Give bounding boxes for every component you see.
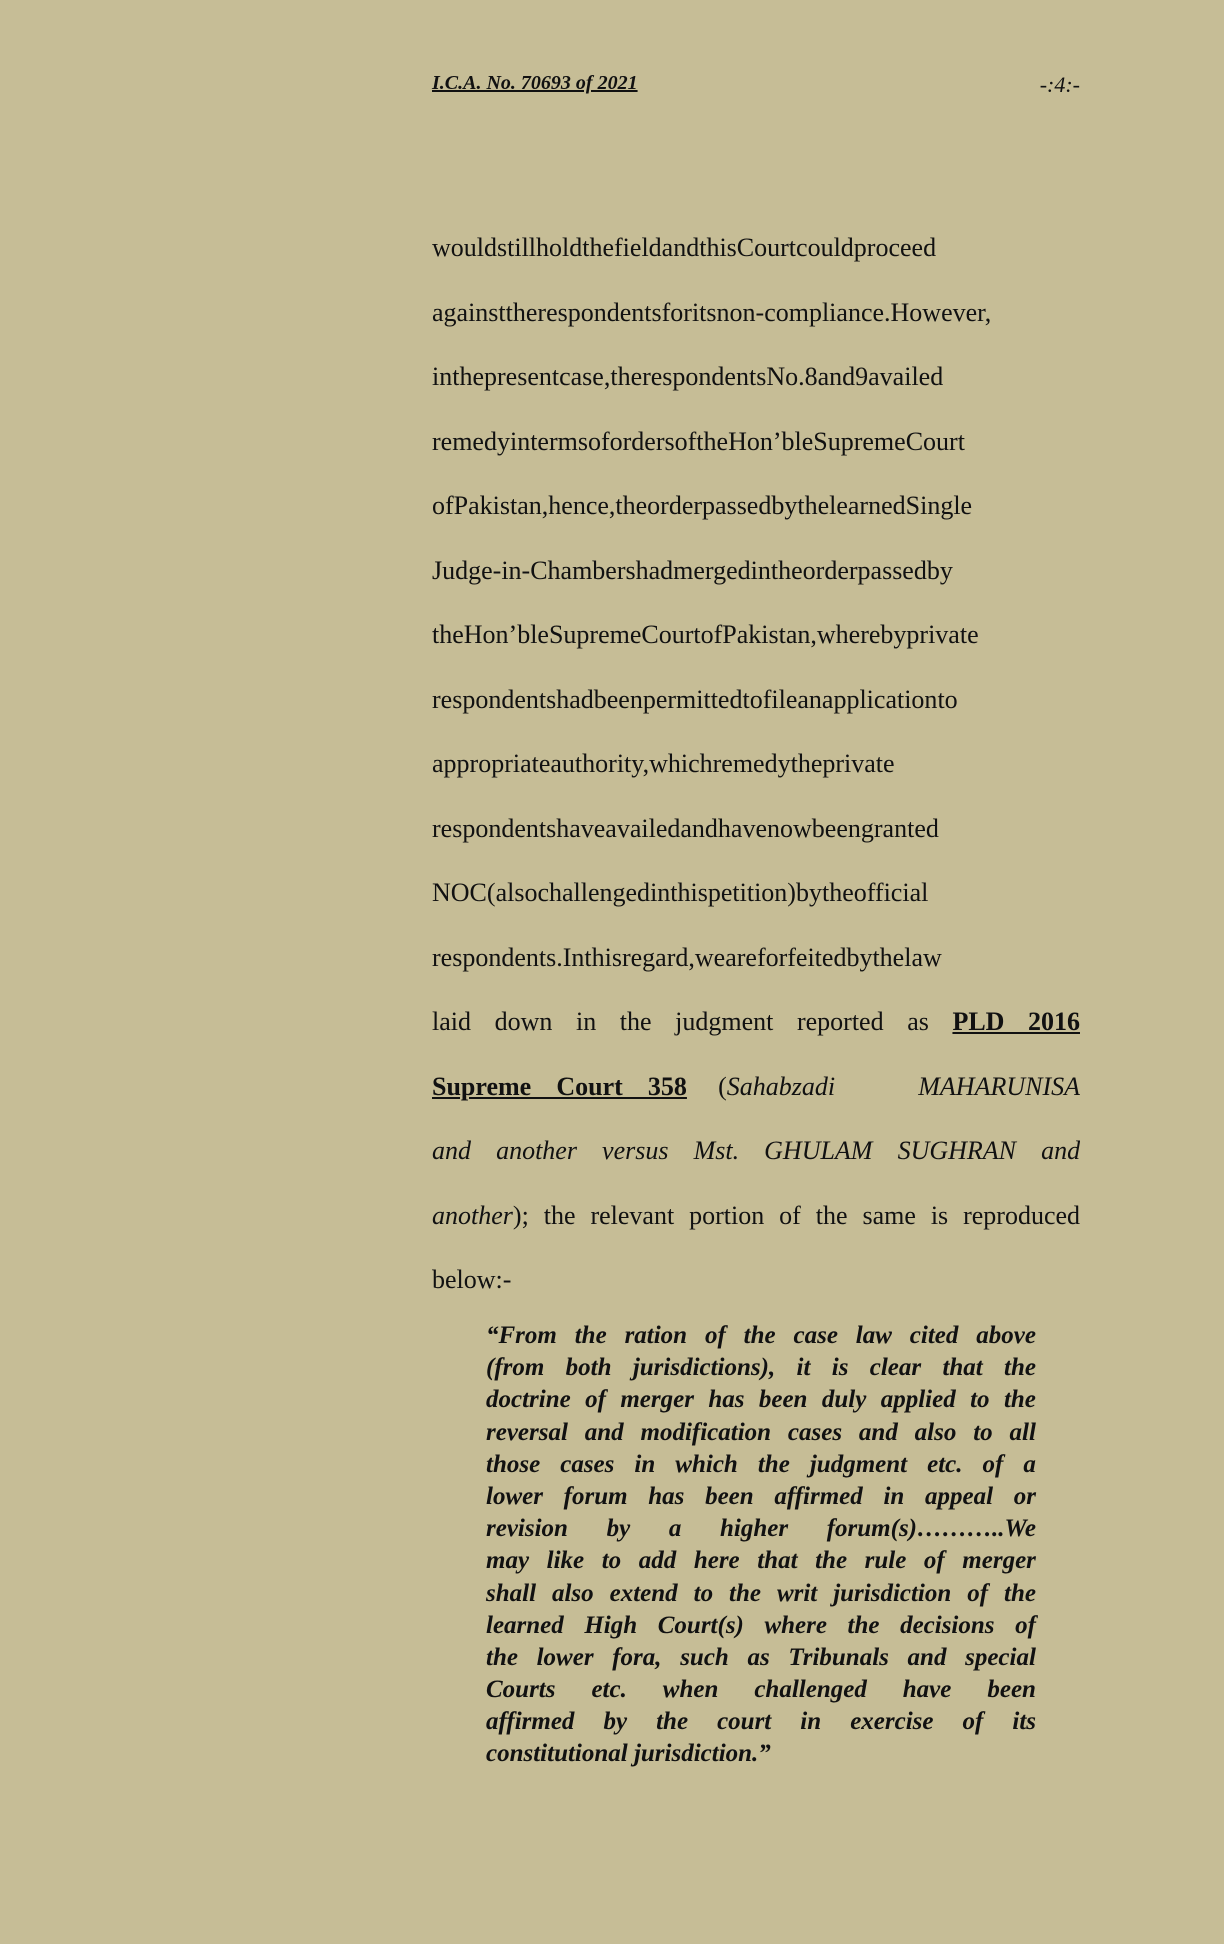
word: and bbox=[817, 362, 856, 391]
word: down bbox=[494, 1007, 553, 1036]
word: relevant bbox=[590, 1200, 675, 1230]
word: reported bbox=[796, 1007, 884, 1036]
word: Pakistan, bbox=[722, 620, 817, 649]
word: the bbox=[770, 555, 803, 585]
quote-line: learned High Court(s) where the decisions of bbox=[486, 1611, 1036, 1639]
word: and bbox=[1041, 1136, 1080, 1165]
word: respondents. bbox=[432, 942, 563, 972]
word: of bbox=[432, 491, 454, 520]
word: by bbox=[795, 878, 822, 907]
word: in bbox=[509, 426, 531, 456]
word: order bbox=[647, 491, 703, 520]
word: GHULAM bbox=[764, 1136, 873, 1165]
word: could bbox=[796, 233, 854, 262]
word: merged bbox=[673, 555, 751, 585]
word: would bbox=[432, 233, 497, 262]
quote-line: affirmed by the court in exercise of its bbox=[486, 1708, 1036, 1736]
word: and bbox=[661, 233, 700, 262]
word: the bbox=[543, 1200, 576, 1230]
word: against bbox=[432, 297, 506, 327]
page-header bbox=[432, 72, 1080, 102]
quote-line: revision by a higher forum(s)………..We bbox=[486, 1515, 1036, 1543]
word: 9 bbox=[855, 362, 869, 391]
word: by bbox=[926, 555, 953, 585]
word: an bbox=[797, 684, 822, 714]
word: Pakistan, bbox=[453, 491, 549, 520]
word: private bbox=[822, 749, 895, 778]
word: case, bbox=[559, 362, 611, 391]
word: file bbox=[762, 684, 798, 714]
word: which bbox=[649, 749, 713, 778]
citation-part-2: Supreme Court 358 bbox=[432, 1071, 687, 1101]
quote-line: doctrine of merger has been duly applied to the bbox=[486, 1386, 1036, 1414]
quote-line: shall also extend to the writ jurisdiction of the bbox=[486, 1579, 1036, 1607]
word: have bbox=[717, 813, 768, 843]
citation-part-1: PLD 2016 bbox=[952, 1007, 1080, 1036]
word: official bbox=[853, 878, 929, 907]
word: been bbox=[593, 684, 643, 714]
word: this bbox=[584, 942, 622, 972]
word: as bbox=[907, 1007, 929, 1036]
word: proceed bbox=[853, 233, 937, 262]
word: Hon’ble bbox=[463, 620, 549, 649]
word: in bbox=[650, 878, 671, 907]
word: respondents bbox=[432, 684, 557, 714]
word: orders bbox=[609, 426, 675, 456]
word: application bbox=[821, 684, 938, 714]
word: Court bbox=[641, 620, 701, 649]
body-line-16 bbox=[432, 1184, 1080, 1249]
word: the bbox=[696, 426, 729, 456]
quote-line: lower forum has been affirmed in appeal or bbox=[486, 1482, 1036, 1510]
word: to bbox=[937, 684, 958, 714]
word: the bbox=[615, 491, 648, 520]
body-line-8 bbox=[432, 668, 1080, 733]
quote-line: the lower fora, such as Tribunals and special bbox=[486, 1643, 1036, 1671]
word: Court bbox=[905, 426, 965, 456]
body-line-12 bbox=[432, 926, 1080, 991]
quote-line: reversal and modification cases and also to all bbox=[486, 1418, 1036, 1446]
word: Mst. bbox=[693, 1136, 740, 1165]
body-line-10 bbox=[432, 797, 1080, 862]
word: and bbox=[680, 813, 718, 843]
word: remedy bbox=[432, 426, 510, 456]
word: the bbox=[821, 878, 854, 907]
word: present bbox=[484, 362, 560, 391]
word: the bbox=[790, 749, 823, 778]
word: terms bbox=[530, 426, 588, 456]
word: are bbox=[725, 942, 757, 972]
word: been bbox=[811, 813, 861, 843]
word: hold bbox=[536, 233, 583, 262]
body-line-15 bbox=[432, 1119, 1080, 1184]
word: availed bbox=[605, 813, 681, 843]
word: Supreme bbox=[813, 426, 906, 456]
word: the bbox=[797, 491, 830, 520]
word: have bbox=[556, 813, 606, 843]
word: ) bbox=[512, 1200, 522, 1230]
word: of bbox=[700, 620, 723, 649]
case-number: I.C.A. No. 70693 of 2021 bbox=[432, 72, 638, 94]
quote-line: may like to add here that the rule of merger bbox=[486, 1547, 1036, 1575]
word: of bbox=[779, 1200, 801, 1230]
word: had bbox=[556, 684, 594, 714]
body-line-9 bbox=[432, 732, 1080, 797]
word: now bbox=[767, 813, 812, 843]
word: passed bbox=[857, 555, 927, 585]
word: to bbox=[742, 684, 763, 714]
word: had bbox=[635, 555, 674, 585]
word: judgment bbox=[675, 1007, 774, 1036]
word: challenged bbox=[537, 878, 651, 907]
word: the bbox=[505, 297, 538, 327]
body-line-4 bbox=[432, 410, 1080, 475]
body-line-11 bbox=[432, 861, 1080, 926]
word: the bbox=[582, 233, 615, 262]
party-name-1: Sahabzadi bbox=[726, 1071, 836, 1101]
word: Hon’ble bbox=[728, 426, 814, 456]
quote-line: (from both jurisdictions), it is clear that the bbox=[486, 1354, 1036, 1382]
word: by bbox=[846, 942, 873, 972]
word: ; bbox=[521, 1200, 529, 1230]
word: the bbox=[815, 1200, 848, 1230]
word: respondents bbox=[642, 362, 767, 391]
body-line-3 bbox=[432, 345, 1080, 410]
word: respondents bbox=[432, 813, 557, 843]
word: law bbox=[904, 942, 942, 972]
word: respondents bbox=[537, 297, 662, 327]
word: permitted bbox=[642, 684, 743, 714]
word: this bbox=[670, 878, 708, 907]
body-line-13 bbox=[432, 990, 1080, 1055]
word: of bbox=[674, 426, 697, 456]
word: learned bbox=[829, 491, 906, 520]
page-number: -:4:- bbox=[1039, 72, 1080, 97]
word: the bbox=[432, 620, 464, 649]
word: versus bbox=[602, 1136, 669, 1165]
word: reproduced bbox=[963, 1200, 1080, 1230]
body-line-17: below:- bbox=[432, 1265, 512, 1294]
word: Judge-in-Chambers bbox=[432, 555, 636, 585]
word: petition) bbox=[707, 878, 796, 907]
word: In bbox=[562, 942, 585, 972]
body-lines bbox=[432, 216, 1080, 990]
word: 8 bbox=[804, 362, 818, 391]
word: of bbox=[587, 426, 610, 456]
word: portion bbox=[689, 1200, 765, 1230]
word: granted bbox=[860, 813, 939, 843]
body-line-2 bbox=[432, 281, 1080, 346]
word: whereby bbox=[816, 620, 907, 649]
word: Single bbox=[905, 491, 973, 520]
word: by bbox=[771, 491, 798, 520]
word: field bbox=[614, 233, 662, 262]
body-line-14 bbox=[432, 1055, 1080, 1120]
word: Court bbox=[736, 233, 797, 262]
word: authority, bbox=[550, 749, 650, 778]
word: in bbox=[750, 555, 771, 585]
quote-line: constitutional jurisdiction.” bbox=[486, 1740, 771, 1768]
word: still bbox=[497, 233, 537, 262]
body-line-6 bbox=[432, 539, 1080, 604]
word: hence, bbox=[548, 491, 616, 520]
body-paragraph bbox=[432, 216, 1080, 1313]
body-line-1 bbox=[432, 216, 1080, 281]
party-end: another bbox=[432, 1200, 513, 1230]
body-line-5 bbox=[432, 474, 1080, 539]
word: passed bbox=[702, 491, 772, 520]
word: However, bbox=[890, 297, 992, 327]
word: in bbox=[432, 362, 453, 391]
word: and bbox=[432, 1136, 471, 1165]
word: the bbox=[610, 362, 643, 391]
word: Supreme bbox=[548, 620, 642, 649]
word: the bbox=[872, 942, 905, 972]
quote-line: those cases in which the judgment etc. of a bbox=[486, 1450, 1036, 1478]
open-paren: ( bbox=[718, 1071, 727, 1101]
word: this bbox=[699, 233, 737, 262]
word: the bbox=[619, 1007, 652, 1036]
word: remedy bbox=[712, 749, 791, 778]
word: (also bbox=[486, 878, 538, 907]
word: appropriate bbox=[432, 749, 551, 778]
quote-line: Courts etc. when challenged have been bbox=[486, 1676, 1036, 1704]
word: we bbox=[694, 942, 726, 972]
word: non-compliance. bbox=[716, 297, 891, 327]
party-name-2: MAHARUNISA bbox=[918, 1071, 1080, 1101]
word: is bbox=[930, 1200, 949, 1230]
word: order bbox=[802, 555, 858, 585]
word: availed bbox=[868, 362, 944, 391]
word: another bbox=[496, 1136, 577, 1165]
word: laid bbox=[432, 1007, 471, 1036]
word: regard, bbox=[621, 942, 695, 972]
word: its bbox=[691, 297, 717, 327]
word: forfeited bbox=[756, 942, 847, 972]
word: private bbox=[906, 620, 979, 649]
word: the bbox=[452, 362, 484, 391]
word: same bbox=[862, 1200, 916, 1230]
quote-line: “From the ration of the case law cited above bbox=[486, 1322, 1036, 1349]
word: for bbox=[661, 297, 692, 327]
word: in bbox=[575, 1007, 597, 1036]
party-end-group bbox=[432, 1201, 529, 1230]
word: NOC bbox=[432, 878, 487, 907]
block-quote bbox=[486, 1320, 1036, 1771]
body-line-7 bbox=[432, 603, 1080, 668]
word: SUGHRAN bbox=[897, 1136, 1016, 1165]
word: No. bbox=[766, 362, 805, 391]
